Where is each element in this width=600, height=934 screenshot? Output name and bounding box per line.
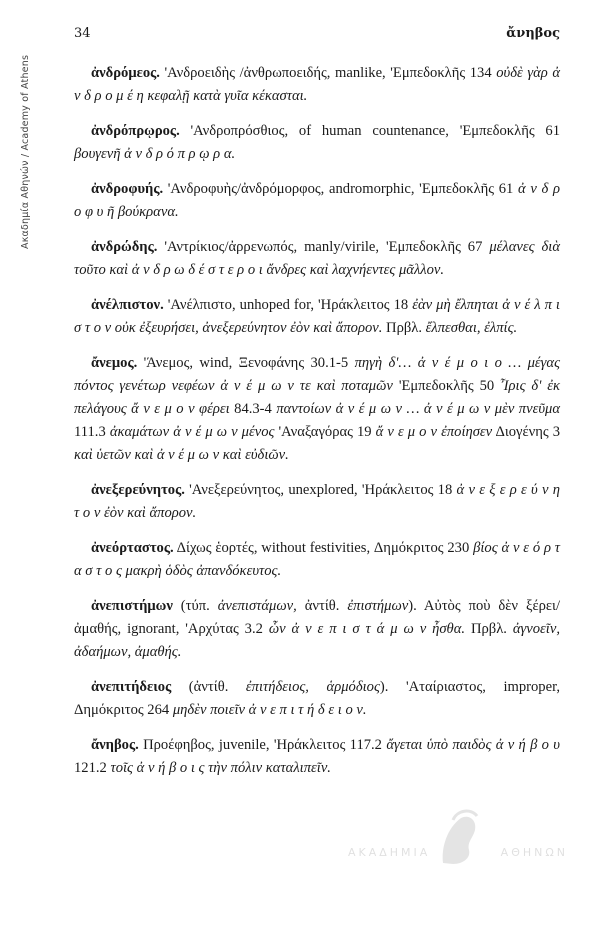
entry-text: 'Εμπεδοκλῆς 50 — [392, 378, 501, 394]
entry-quote: ἔλπεσθαι, ἐλπίς. — [425, 320, 518, 336]
entry-text: 'Ανεξερεύνητος, unexplored, 'Ηράκλειτος 18 — [184, 482, 457, 498]
watermark-left: ΑΚΑΔΗΜΙΑ — [348, 846, 431, 859]
entry-text: 111.3 — [74, 424, 110, 440]
page-number: 34 — [74, 26, 91, 41]
entry-quote: ἐπιτήδειος, ἁρμόδιος — [245, 679, 380, 695]
academy-watermark — [338, 808, 568, 878]
entry-text: 'Ανδροπρόσθιος, of human countenance, 'Εμπεδοκλῆς 61 — [179, 123, 560, 139]
entry-text: ). 'Αταίριαστος, improper, Δημόκριτος 264 — [74, 679, 560, 718]
dictionary-entry — [74, 120, 560, 166]
entry-text: (τύπ. — [172, 598, 218, 614]
dictionary-entry — [74, 595, 560, 664]
entry-text: 'Αναξαγόρας 19 — [274, 424, 376, 440]
running-header — [74, 26, 560, 46]
entry-quote: ἀγνοεῖν, ἀδαήμων, ἀμαθής. — [74, 621, 560, 660]
entry-quote: ἀνεπιστάμων, — [217, 598, 297, 614]
entry-lemma: ἀνέλπιστον. — [91, 297, 164, 313]
entry-quote: τοῖς ἀ ν ή β ο ι ς τὴν πόλιν καταλιπεῖν. — [110, 760, 331, 776]
entry-text: 84.3-4 — [229, 401, 277, 417]
entry-quote: ἀ ν ε ξ ε ρ ε ύ ν η τ ο ν ἐὸν καὶ ἄπορον. — [74, 482, 560, 521]
entry-lemma: ἀνδρόμεος. — [91, 65, 160, 81]
entry-quote: ἄγεται ὑπὸ παιδὸς ἀ ν ή β ο υ — [386, 737, 560, 753]
entry-quote: ἐὰν μὴ ἔλπηται ἀ ν έ λ π ι σ τ ο ν οὐκ ἐξευρήσει, ἀνεξερεύνητον ἐὸν καὶ ἄπορον. — [74, 297, 560, 336]
dictionary-entry — [74, 236, 560, 282]
dictionary-entry — [74, 734, 560, 780]
entry-quote: ἄ ν ε μ ο ν ἐποίησεν — [375, 424, 493, 440]
entry-text: Πρβλ. — [465, 621, 513, 637]
entry-text: 'Ανδροειδὴς /ἀνθρωποειδής, manlike, 'Εμπεδοκλῆς 134 — [159, 65, 497, 81]
dictionary-entry — [74, 294, 560, 340]
dictionary-entry — [74, 537, 560, 583]
entry-quote: βουγενῆ ἀ ν δ ρ ό π ρ ῳ ρ α. — [74, 146, 236, 162]
dictionary-entry — [74, 62, 560, 108]
archive-side-label: Ακαδημία Αθηνών / Academy of Athens — [20, 55, 31, 250]
entry-text: (ἀντίθ. — [171, 679, 246, 695]
entry-text: Διογένης 3 — [492, 424, 561, 440]
entry-text: Προέφηβος, juvenile, 'Ηράκλειτος 117.2 — [138, 737, 387, 753]
entry-text: ἀντίθ. — [296, 598, 348, 614]
entry-text: ). Αὐτὸς ποὺ δὲν ξέρει/ἀμαθής, ignorant, 'Αρχύτας 3.2 — [74, 598, 560, 637]
entry-quote: ὧν ἀ ν ε π ι σ τ ά μ ω ν ἦσθα. — [268, 621, 466, 637]
dictionary-entry — [74, 352, 560, 467]
entry-text: 'Αντρίκιος/ἀρρενωπός, manly/virile, 'Εμπεδοκλῆς 67 — [157, 239, 490, 255]
entry-quote: βίος ἀ ν ε ό ρ τ α σ τ ο ς μακρὴ ὁδὸς ἀπανδόκευτος. — [74, 540, 560, 579]
entry-quote: μηδὲν ποιεῖν ἀ ν ε π ι τ ή δ ε ι ο ν. — [172, 702, 367, 718]
entry-text: 'Ανδροφυὴς/ἀνδρόμορφος, andromorphic, 'Εμπεδοκλῆς 61 — [163, 181, 519, 197]
entry-lemma: ἀνδρόπρῳρος. — [91, 123, 180, 139]
entry-text: Πρβλ. — [382, 320, 426, 336]
entry-lemma: ἀνδρώδης. — [91, 239, 158, 255]
entry-text: 'Άνεμος, wind, Ξενοφάνης 30.1-5 — [137, 355, 355, 371]
watermark-right: ΑΘΗΝΩΝ — [500, 846, 568, 859]
dictionary-entry — [74, 178, 560, 224]
entry-lemma: ἀνεόρταστος. — [91, 540, 174, 556]
entry-quote: ἀκαμάτων ἀ ν έ μ ω ν μένος — [109, 424, 275, 440]
entry-quote: Ἶρις δ' ἐκ πελάγους ἄ ν ε μ ο ν φέρει — [74, 378, 560, 417]
entry-lemma: ἄνεμος. — [91, 355, 138, 371]
entry-quote: ἀ ν δ ρ ο φ υ ῆ βούκρανα. — [74, 181, 561, 220]
entry-text: Δίχως ἑορτές, without festivities, Δημόκριτος 230 — [173, 540, 474, 556]
dictionary-entry — [74, 676, 560, 722]
dictionary-entries — [74, 62, 560, 792]
entry-lemma: ἀνδροφυής. — [91, 181, 164, 197]
athena-head-icon — [433, 808, 483, 868]
entry-quote: καὶ ὑετῶν καὶ ἀ ν έ μ ω ν καὶ εὐδιῶν. — [74, 447, 289, 463]
entry-text: 121.2 — [74, 760, 111, 776]
entry-lemma: ἄνηβος. — [91, 737, 139, 753]
entry-quote: πηγὴ δ'… ἀ ν έ μ ο ι ο … μέγας πόντος γενέτωρ νεφέων ἀ ν έ μ ω ν τε καὶ ποταμῶν — [74, 355, 561, 394]
entry-lemma: ἀνεξερεύνητος. — [91, 482, 185, 498]
entry-quote: ἐπιστήμων — [347, 598, 409, 614]
entry-text: 'Ανέλπιστο, unhoped for, 'Ηράκλειτος 18 — [163, 297, 413, 313]
running-headword: ἄνηβος — [506, 26, 560, 41]
dictionary-entry — [74, 479, 560, 525]
entry-quote: οὐδὲ γὰρ ἀ ν δ ρ ο μ έ η κεφαλῇ κατὰ γυῖα κέκασται. — [74, 65, 560, 104]
entry-quote: παντοίων ἀ ν έ μ ω ν … ἀ ν έ μ ω ν μὲν πνεῦμα — [276, 401, 561, 417]
entry-lemma: ἀνεπιτήδειος — [91, 679, 172, 695]
entry-lemma: ἀνεπιστήμων — [91, 598, 173, 614]
entry-quote: μέλανες διὰ τοῦτο καὶ ἀ ν δ ρ ω δ έ σ τ ε ρ ο ι ἄνδρες καὶ λαχνήεντες μᾶλλον. — [74, 239, 561, 278]
